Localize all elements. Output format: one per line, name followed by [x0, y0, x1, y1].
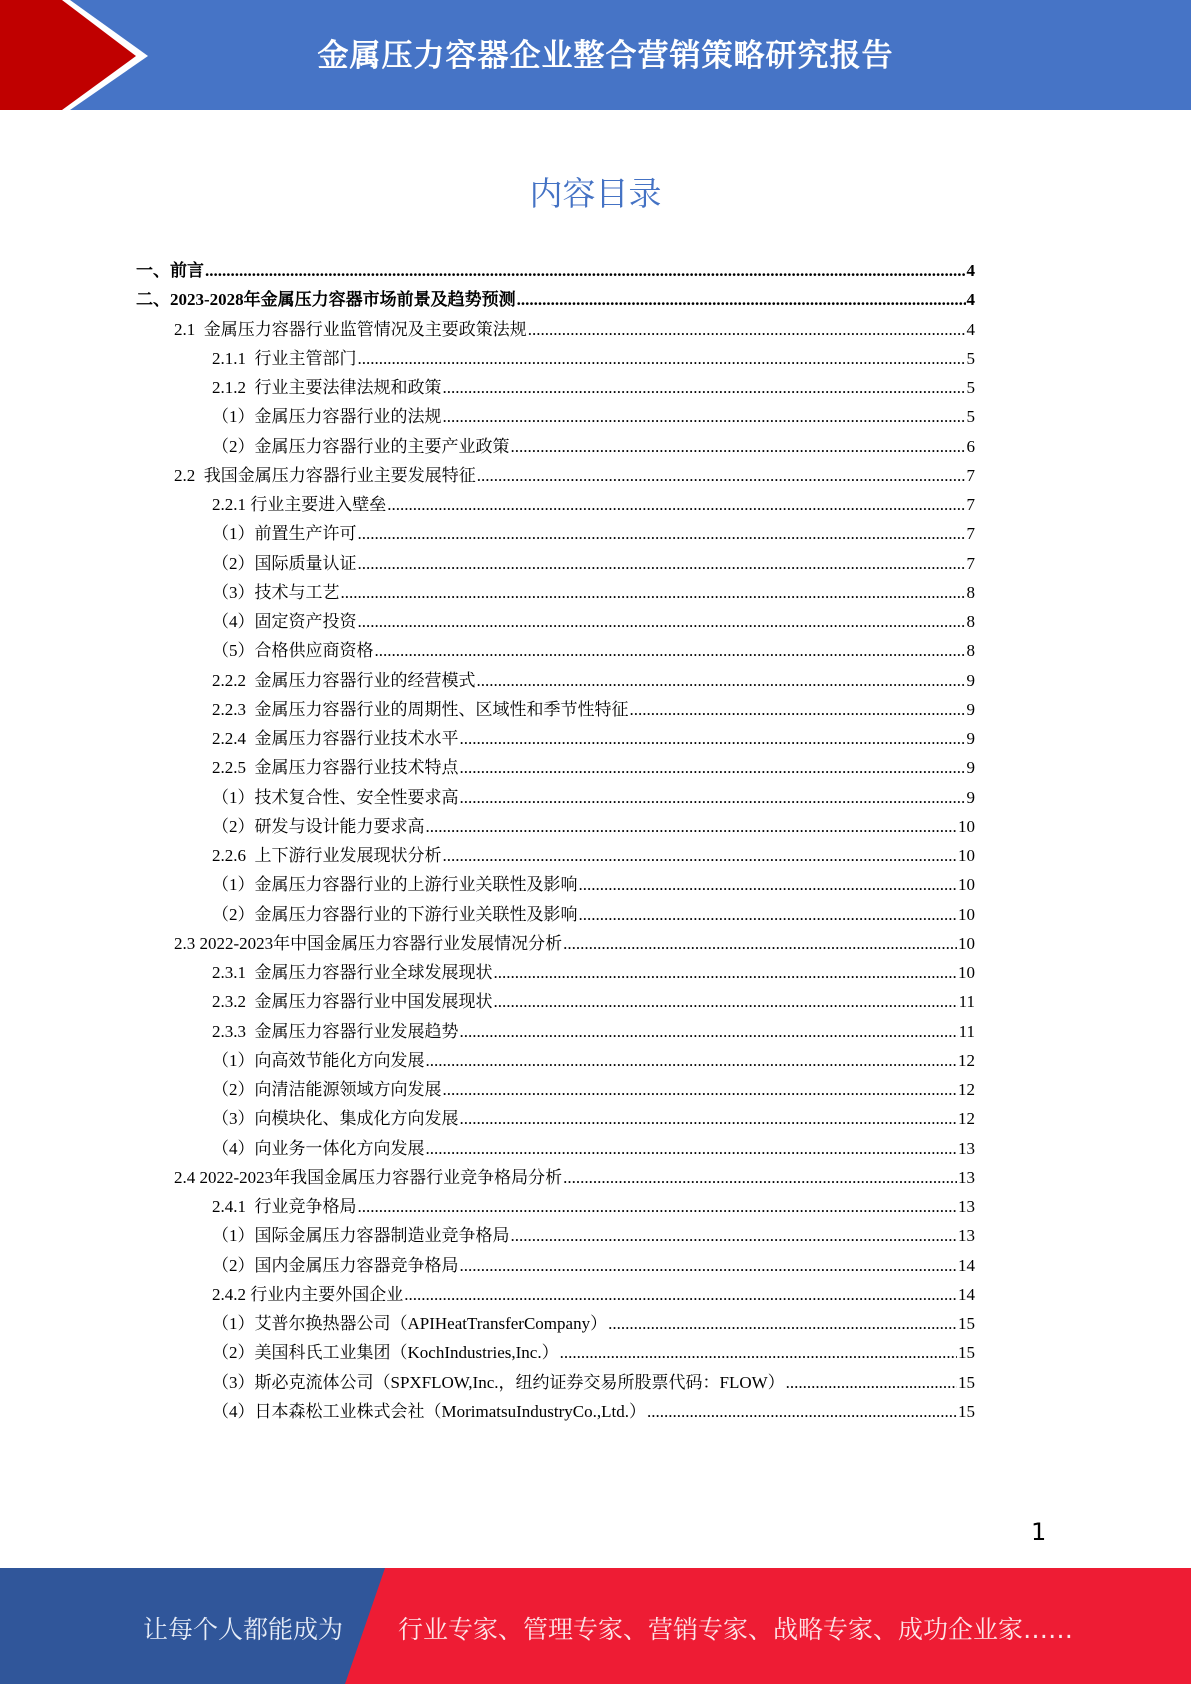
toc-entry-page: 9 [966, 758, 975, 778]
toc-leader-dots [563, 929, 957, 958]
toc-entry-label: （1）金属压力容器行业的上游行业关联性及影响 [212, 875, 578, 895]
toc-entry-page: 15 [958, 1343, 975, 1363]
toc-entry[interactable] [212, 1397, 975, 1426]
toc-entry-label: 2.3.2 金属压力容器行业中国发展现状 [212, 992, 493, 1012]
toc-entry-label: 2.3.1 金属压力容器行业全球发展现状 [212, 963, 493, 982]
toc-entry-page: 12 [958, 1080, 975, 1099]
page-header [0, 0, 1191, 110]
header-title: 金属压力容器企业整合营销策略研究报告 [317, 38, 894, 74]
toc-leader-dots [477, 461, 966, 490]
toc-entry[interactable] [212, 812, 975, 841]
toc-entry-page: 8 [966, 582, 975, 602]
toc-leader-dots [404, 1280, 957, 1309]
toc-entry-label: （2）国际质量认证 [212, 553, 357, 573]
toc-leader-dots [443, 841, 958, 870]
toc-leader-dots [358, 344, 966, 373]
toc-entry-page: 4 [966, 261, 975, 280]
toc-entry-page: 13 [958, 1197, 975, 1216]
toc-entry-page: 9 [966, 729, 975, 748]
toc-leader-dots [517, 285, 966, 314]
toc-entry-label: 2.4 2022-2023年我国金属压力容器行业竞争格局分析 [174, 1167, 563, 1187]
toc-entry[interactable] [212, 695, 975, 724]
toc-entry[interactable] [174, 315, 975, 344]
toc-leader-dots [460, 1104, 958, 1133]
toc-entry-label: 2.4.2 行业内主要外国企业 [212, 1284, 404, 1304]
toc-entry-page: 9 [966, 699, 975, 719]
toc-leader-dots [494, 987, 958, 1016]
toc-leader-dots [647, 1397, 957, 1426]
toc-entry-label: （1）技术复合性、安全性要求高 [212, 787, 459, 807]
toc-entry-label: （4）日本森松工业株式会社（MorimatsuIndustryCo.,Ltd.） [212, 1401, 646, 1421]
toc-entry[interactable] [136, 256, 975, 285]
toc-entry[interactable] [212, 1251, 975, 1280]
toc-entry-label: 2.2.3 金属压力容器行业的周期性、区域性和季节性特征 [212, 699, 629, 719]
toc-leader-dots [560, 1338, 957, 1367]
toc-entry[interactable] [212, 1046, 975, 1075]
toc-entry[interactable] [136, 285, 975, 314]
toc-entry[interactable] [212, 432, 975, 461]
toc-leader-dots [460, 783, 966, 812]
toc-entry-label: （1）艾普尔换热器公司（APIHeatTransferCompany） [212, 1314, 608, 1333]
toc-entry-page: 5 [966, 348, 975, 368]
toc-entry-page: 14 [958, 1284, 975, 1304]
toc-entry[interactable] [212, 549, 975, 578]
toc-entry[interactable] [212, 490, 975, 519]
toc-entry-label: （2）研发与设计能力要求高 [212, 816, 425, 836]
toc-entry-label: 2.3.3 金属压力容器行业发展趋势 [212, 1021, 459, 1041]
toc-entry[interactable] [212, 900, 975, 929]
toc-leader-dots [443, 1075, 958, 1104]
toc-leader-dots [205, 256, 966, 285]
toc-entry-page: 10 [958, 846, 975, 865]
toc-entry-page: 7 [966, 465, 975, 485]
toc-entry-label: 2.2.5 金属压力容器行业技术特点 [212, 758, 459, 778]
toc-entry-page: 7 [966, 553, 975, 573]
page-number: 1 [1031, 1518, 1047, 1546]
toc-entry[interactable] [212, 1221, 975, 1250]
toc-entry-page: 8 [966, 641, 975, 661]
toc-entry-label: 一、前言 [136, 261, 204, 280]
toc-entry-label: （5）合格供应商资格 [212, 641, 374, 661]
toc-entry-label: （2）国内金属压力容器竞争格局 [212, 1255, 459, 1275]
toc-entry-page: 15 [958, 1401, 975, 1421]
toc-entry-label: 2.2.4 金属压力容器行业技术水平 [212, 729, 459, 748]
toc-leader-dots [460, 1251, 958, 1280]
toc-entry[interactable] [174, 461, 975, 490]
toc-leader-dots [579, 900, 958, 929]
toc-entry-page: 10 [958, 875, 975, 895]
toc-entry-label: 2.1.2 行业主要法律法规和政策 [212, 378, 442, 397]
toc-entry-page: 7 [966, 524, 975, 544]
toc-leader-dots [511, 432, 966, 461]
toc-entry[interactable] [212, 1017, 975, 1046]
toc-entry-page: 5 [966, 407, 975, 427]
toc-entry-page: 15 [958, 1314, 975, 1333]
toc-leader-dots [358, 549, 966, 578]
footer-slogan-left: 让每个人都能成为 [143, 1615, 344, 1644]
toc-entry-page: 15 [958, 1372, 975, 1392]
toc-entry-label: （1）前置生产许可 [212, 524, 357, 544]
toc-entry-label: 2.2.6 上下游行业发展现状分析 [212, 846, 442, 865]
toc-entry-label: 2.1.1 行业主管部门 [212, 348, 357, 368]
toc-entry-label: （4）向业务一体化方向发展 [212, 1138, 425, 1158]
toc-entry[interactable] [212, 1309, 975, 1338]
toc-leader-dots [608, 1309, 957, 1338]
toc-entry-label: 2.1 金属压力容器行业监管情况及主要政策法规 [174, 319, 527, 339]
toc-leader-dots [460, 724, 966, 753]
toc-entry-label: 2.3 2022-2023年中国金属压力容器行业发展情况分析 [174, 933, 563, 953]
toc-entry-page: 6 [966, 436, 975, 456]
toc-leader-dots [477, 666, 966, 695]
toc-entry-page: 10 [958, 933, 975, 953]
toc-title: 内容目录 [529, 174, 662, 213]
toc-entry-label: （2）金属压力容器行业的主要产业政策 [212, 436, 510, 456]
toc-entry-label: 二、2023-2028年金属压力容器市场前景及趋势预测 [136, 290, 516, 310]
toc-entry[interactable] [212, 783, 975, 812]
toc-leader-dots [579, 870, 958, 899]
toc-entry[interactable] [212, 1338, 975, 1367]
toc-entry-label: 2.2 我国金属压力容器行业主要发展特征 [174, 465, 476, 485]
toc-leader-dots [358, 519, 966, 548]
toc-entry-page: 12 [958, 1050, 975, 1070]
footer-slogan-right: 行业专家、管理专家、营销专家、战略专家、成功企业家…… [398, 1615, 1074, 1644]
toc-entry-page: 10 [958, 816, 975, 836]
toc-entry-label: 2.2.1 行业主要进入壁垒 [212, 495, 387, 514]
toc-entry[interactable] [212, 870, 975, 899]
toc-entry[interactable] [212, 373, 975, 402]
toc-entry[interactable] [212, 344, 975, 373]
toc-entry[interactable] [212, 958, 975, 987]
toc-leader-dots [426, 812, 958, 841]
toc-entry-page: 13 [958, 1138, 975, 1158]
toc-leader-dots [494, 958, 958, 987]
toc-leader-dots [426, 1134, 958, 1163]
toc-entry[interactable] [212, 1134, 975, 1163]
toc-entry-label: （3）技术与工艺 [212, 582, 340, 602]
toc-entry-label: 2.2.2 金属压力容器行业的经营模式 [212, 670, 476, 690]
toc-entry-page: 4 [966, 319, 975, 339]
toc-entry-page: 12 [958, 1109, 975, 1129]
toc-entry[interactable] [212, 724, 975, 753]
toc-leader-dots [341, 578, 966, 607]
toc-entry[interactable] [212, 1280, 975, 1309]
toc-leader-dots [786, 1368, 957, 1397]
toc-leader-dots [630, 695, 966, 724]
toc-leader-dots [460, 1017, 958, 1046]
toc-entry-label: （1）国际金属压力容器制造业竞争格局 [212, 1226, 510, 1246]
toc-leader-dots [426, 1046, 958, 1075]
toc-entry[interactable] [174, 1163, 975, 1192]
toc-entry-page: 10 [958, 963, 975, 982]
toc-entry-page: 9 [966, 670, 975, 690]
toc-entry[interactable] [212, 666, 975, 695]
toc-entry-page: 10 [958, 904, 975, 924]
toc-leader-dots [375, 636, 966, 665]
toc-entry[interactable] [212, 1368, 975, 1397]
toc-leader-dots [563, 1163, 957, 1192]
toc-entry[interactable] [212, 1104, 975, 1133]
toc-entry[interactable] [212, 753, 975, 782]
toc-entry[interactable] [212, 1075, 975, 1104]
toc-leader-dots [460, 753, 966, 782]
toc-entry-page: 9 [966, 787, 975, 807]
page-footer [0, 1568, 1191, 1684]
toc-leader-dots [358, 1192, 958, 1221]
toc-entry-page: 5 [966, 378, 975, 397]
toc-entry-page: 4 [966, 290, 975, 310]
toc-entry[interactable] [212, 519, 975, 548]
toc-entry-page: 14 [958, 1255, 975, 1275]
toc-entry[interactable] [212, 841, 975, 870]
toc-entry-label: （1）金属压力容器行业的法规 [212, 407, 442, 427]
toc-entry-label: （1）向高效节能化方向发展 [212, 1050, 425, 1070]
toc-entry-label: （2）美国科氏工业集团（KochIndustries,Inc.） [212, 1343, 559, 1363]
toc-entry[interactable] [212, 1192, 975, 1221]
toc-entry-page: 7 [966, 495, 975, 514]
toc-entry-label: （3）向模块化、集成化方向发展 [212, 1109, 459, 1129]
toc-entry-label: （4）固定资产投资 [212, 612, 357, 631]
toc-entry-label: （2）向清洁能源领域方向发展 [212, 1080, 442, 1099]
toc-entry[interactable] [212, 987, 975, 1016]
toc-entry[interactable] [212, 578, 975, 607]
toc-entry[interactable] [174, 929, 975, 958]
toc-leader-dots [358, 607, 966, 636]
toc-entry-page: 8 [966, 612, 975, 631]
toc-entry[interactable] [212, 636, 975, 665]
toc-entry-page: 11 [958, 992, 975, 1012]
toc-entry-label: （3）斯必克流体公司（SPXFLOW,Inc.，纽约证券交易所股票代码：FLOW） [212, 1372, 785, 1392]
toc-leader-dots [528, 315, 966, 344]
toc-entry-page: 13 [958, 1226, 975, 1246]
toc-leader-dots [387, 490, 965, 519]
toc-entry-label: 2.4.1 行业竞争格局 [212, 1197, 357, 1216]
toc-leader-dots [511, 1221, 958, 1250]
toc-leader-dots [443, 373, 966, 402]
toc-entry[interactable] [212, 402, 975, 431]
toc-entry-page: 11 [958, 1021, 975, 1041]
toc-leader-dots [443, 402, 966, 431]
toc-entry-label: （2）金属压力容器行业的下游行业关联性及影响 [212, 904, 578, 924]
toc-entry[interactable] [212, 607, 975, 636]
toc-entry-page: 13 [958, 1167, 975, 1187]
